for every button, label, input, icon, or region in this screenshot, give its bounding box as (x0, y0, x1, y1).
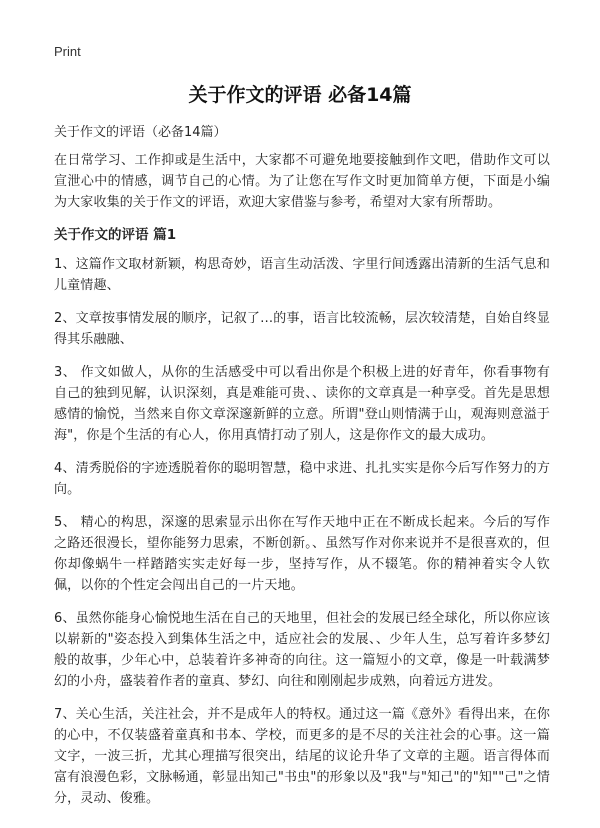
comment-item-6: 6、虽然你能身心愉悦地生活在自己的天地里，但社会的发展已经全球化，所以你应该以崭新的"姿态投入到集体生活之中，适应社会的发展、、少年人生，总写着许多梦幻般的故事，少年心中，总装着许多神奇的向往。这一篇短小的文章，像是一叶载满梦幻的小舟，盛装着作者的童真、梦幻、向往和刚刚起步成熟，向着远方进发。 (54, 611, 550, 689)
article-body (54, 150, 550, 821)
comment-item-7: 7、关心生活，关注社会，并不是成年人的特权。通过这一篇《意外》看得出来，在你的心中，不仅装盛着童真和书本、学校，而更多的是不尽的关注社会的心事。这一篇文字，一波三折，尤其心理描写很突出，结尾的议论升华了文章的主题。语言得体而富有浪漫色彩，文脉畅通，彰显出知己"书虫"的形象以及"我"与"知己"的"知""己"之情分，灵动、俊雅。 (54, 707, 550, 806)
section-heading: 关于作文的评语 篇1 (54, 227, 177, 243)
comment-item-3: 3、 作文如做人，从你的生活感受中可以看出你是个积极上进的好青年，你看事物有自己的独到见解，认识深刻，真是难能可贵、、读你的文章真是一种享受。首先是思想感情的愉悦，当然来自你文章深邃新鲜的立意。所谓"登山则情满于山，观海则意溢于海"，你是个生活的有心人，你用真情打动了别人，这是你作文的最大成功。 (54, 365, 550, 443)
document-subtitle: 关于作文的评语（必备14篇） (54, 125, 227, 140)
comment-item-1: 1、这篇作文取材新颖，构思奇妙，语言生动活泼、字里行间透露出清新的生活气息和儿童情趣、 (54, 257, 550, 293)
intro-paragraph: 在日常学习、工作抑或是生活中，大家都不可避免地要接触到作文吧，借助作文可以宣泄心中的情感，调节自己的心情。为了让您在写作文时更加简单方便，下面是小编为大家收集的关于作文的评语，欢迎大家借鉴与参考，希望对大家有所帮助。 (54, 153, 550, 210)
page-title: 关于作文的评语 必备14篇 (188, 84, 412, 106)
comment-item-4: 4、清秀脱俗的字迹透脱着你的聪明智慧，稳中求进、扎扎实实是你今后写作努力的方向。 (54, 461, 550, 497)
comment-item-5: 5、 精心的构思，深邃的思索显示出你在写作天地中正在不断成长起来。今后的写作之路还很漫长，望你能努力思索，不断创新。、虽然写作对你来说并不是很喜欢的，但你却像蜗牛一样踏踏实实走好每一步，坚持写作，从不辍笔。你的精神着实令人钦佩，以你的个性定会闯出自己的一片天地。 (54, 515, 550, 593)
comment-item-2: 2、文章按事情发展的顺序，记叙了…的事，语言比较流畅，层次较清楚，自始自终显得其乐融融、 (54, 311, 550, 347)
print-link[interactable]: Print (54, 44, 81, 59)
